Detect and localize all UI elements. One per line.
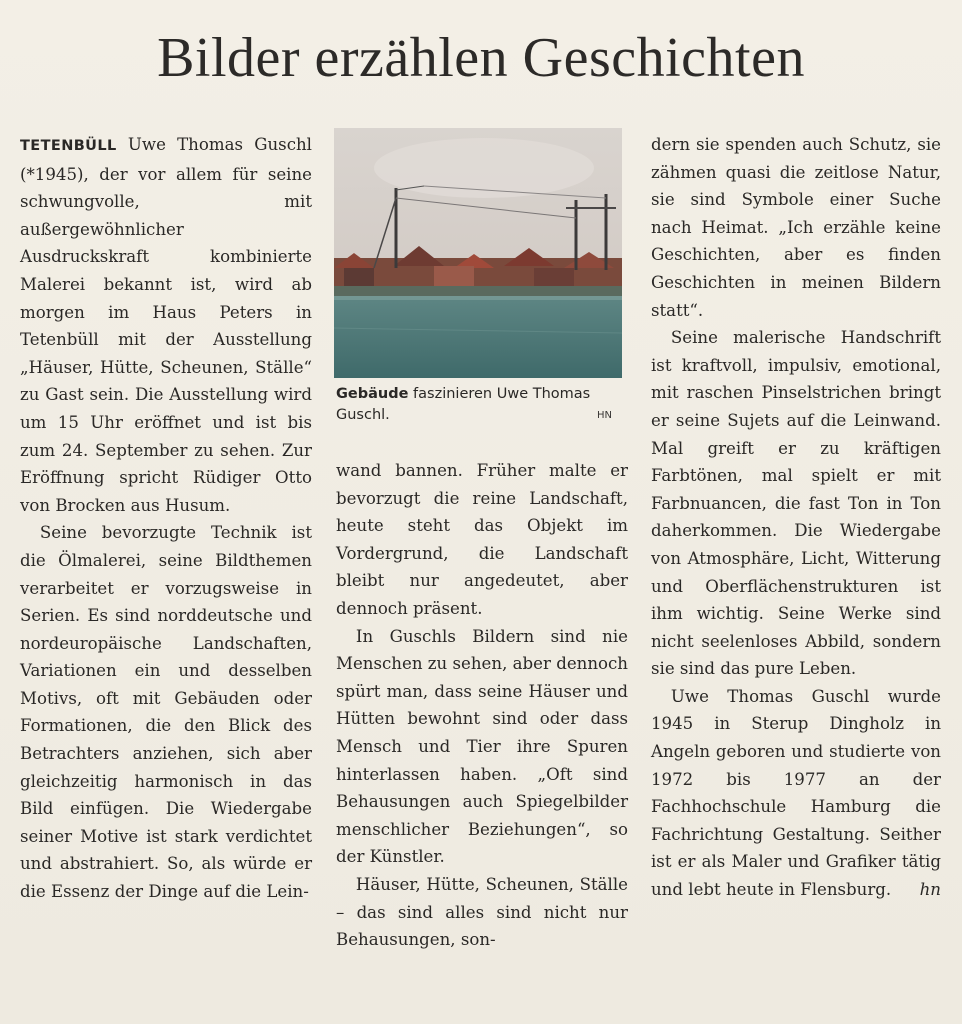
paragraph-landscape: wand bannen. Früher malte er bevorzugt die reine Landschaft, heute steht das Objekt im Vordergrund, die Landschaft bleibt nur angedeutet, aber dennoch präsent.	[336, 461, 628, 618]
article-photo	[334, 128, 622, 378]
caption-bold: Gebäude	[336, 386, 409, 402]
paragraph-shelter: dern sie spenden auch Schutz, sie zähmen quasi die zeitlose Natur, sie sind Symbole einer Suche nach Heimat. „Ich erzähle keine Geschichten, aber es finden Geschichten in meinen Bildern statt“.	[651, 135, 941, 320]
article-column-3	[651, 131, 941, 904]
headline: Bilder erzählen Geschichten	[157, 27, 805, 89]
paragraph-dwellings: Häuser, Hütte, Scheunen, Ställe – das sind alles sind nicht nur Behausungen, son-	[336, 874, 628, 950]
author-initials: hn	[919, 880, 941, 900]
paragraph-people: In Guschls Bildern sind nie Menschen zu sehen, aber dennoch spürt man, dass seine Häuser und Hütten bewohnt sind oder dass Mensch und Tier ihre Spuren hinterlassen haben. „Oft sind Behausungen auch Spiegelbilder menschlicher Beziehungen“, so der Künstler.	[336, 626, 628, 867]
article-column-2	[336, 457, 628, 954]
paragraph-intro-text: Uwe Thomas Guschl (*1945), der vor allem für seine schwungvolle, mit außergewöhnlicher Ausdruckskraft kombinierte Malerei bekannt ist, wird ab morgen im Haus Peters in Tetenbüll mit der Ausstellung „Häuser, Hütte, Scheunen, Ställe“ zu Gast sein. Die Ausstellung wird um 15 Uhr eröffnet und ist bis zum 24. September zu sehen. Zur Eröffnung spricht Rüdiger Otto von Brocken aus Husum.	[20, 135, 312, 515]
paragraph-intro	[20, 131, 312, 519]
paragraph-biography	[651, 683, 941, 904]
photo-caption	[336, 384, 626, 426]
paragraph-style: Seine malerische Handschrift ist kraftvoll, impulsiv, emotional, mit raschen Pinselstrichen bringt er seine Sujets auf die Leinwand. Mal greift er zu kräftigen Farbtönen, mal spielt er mit Farbnuancen, die fast Ton in Ton daherkommen. Die Wiedergabe von Atmosphäre, Licht, Witterung und Oberflächenstrukturen ist ihm wichtig. Seine Werke sind nicht seelenloses Abbild, sondern sie sind das pure Leben.	[651, 328, 941, 679]
paragraph-biography-text: Uwe Thomas Guschl wurde 1945 in Sterup Dingholz in Angeln geboren und studierte von 1972 bis 1977 an der Fachhochschule Hamburg die Fachrichtung Gestaltung. Seither ist er als Maler und Grafiker tätig und lebt heute in Flensburg.	[651, 686, 941, 900]
photo-credit: HN	[597, 410, 612, 421]
paragraph-technique: Seine bevorzugte Technik ist die Ölmalerei, seine Bildthemen verarbeitet er vorzugsweise in Serien. Es sind norddeutsche und nordeuropäische Landschaften, Variationen ein und desselben Motivs, oft mit Gebäuden oder Formationen, die den Blick des Betrachters anziehen, sich aber gleichzeitig harmonisch in das Bild einfügen. Die Wiedergabe seiner Motive ist stark verdichtet und abstrahiert. So, als würde er die Essenz der Dinge auf die Lein-	[20, 523, 312, 902]
article-column-1	[20, 131, 312, 906]
caption-text: faszinieren Uwe Thomas Guschl.	[336, 386, 591, 423]
painting-image	[334, 128, 622, 378]
dateline: TETENBÜLL	[20, 138, 117, 154]
